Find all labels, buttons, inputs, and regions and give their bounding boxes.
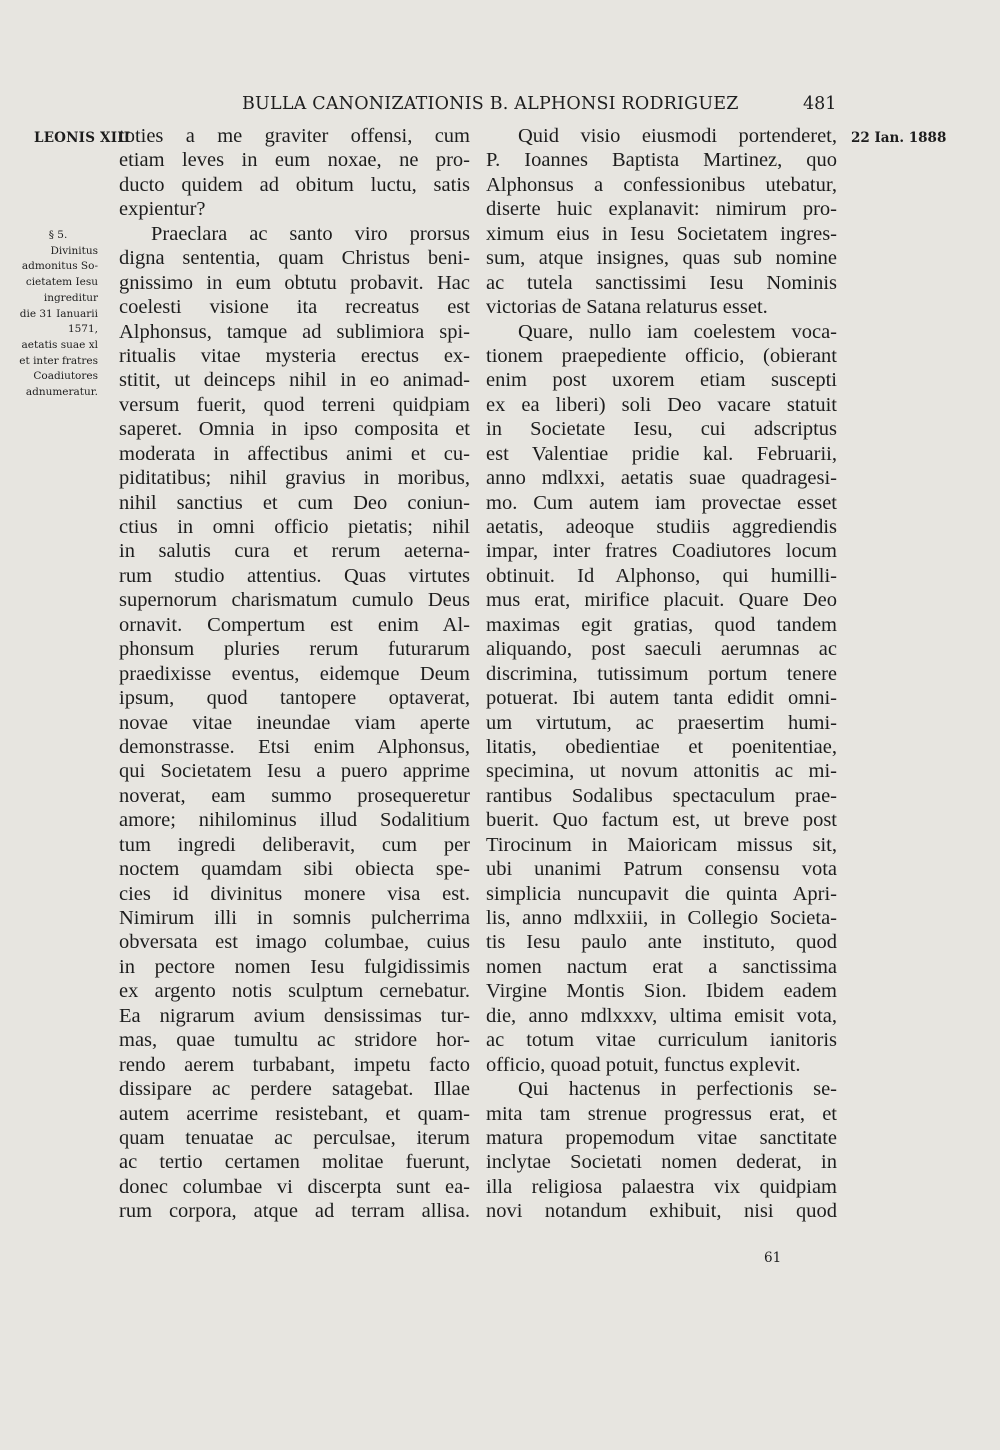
text-line: ac totum vitae curriculum ianitoris	[486, 1029, 837, 1052]
text-line: in salutis cura et rerum aeterna-	[119, 540, 470, 563]
text-line: Alphonsus a confessionibus utebatur,	[486, 173, 837, 196]
text-line: ex ea liberi) soli Deo vacare statuit	[486, 393, 837, 416]
text-line: ac tertio certamen molitae fuerunt,	[119, 1151, 470, 1174]
text-line: moderata in affectibus animi et cu-	[119, 442, 470, 465]
pontiff-heading: LEONIS XIII	[34, 130, 131, 146]
text-line: Qui hactenus in perfectionis se-	[518, 1078, 837, 1101]
text-line: victorias de Satana relaturus esset.	[486, 296, 768, 319]
text-line: rantibus Sodalibus spectaculum prae-	[486, 784, 837, 807]
printer-signature-mark: 61	[764, 1250, 782, 1266]
text-line: aliquando, post saeculi aerumnas ac	[486, 638, 837, 661]
text-line: digna sententia, quam Christus beni-	[119, 247, 470, 270]
text-line: coelesti visione ita recreatus est	[119, 296, 470, 319]
text-line: in pectore nomen Iesu fulgidissimis	[119, 955, 470, 978]
text-line: ritualis vitae mysteria erectus ex-	[119, 344, 470, 367]
text-line: potuerat. Ibi autem tanta edidit omni-	[486, 687, 837, 710]
text-line: praedixisse eventus, eidemque Deum	[119, 662, 470, 685]
text-line: die, anno mdlxxxv, ultima emisit vota,	[486, 1004, 837, 1027]
margin-note-line: § 5.	[48, 229, 68, 241]
text-line: qui Societatem Iesu a puero apprime	[119, 760, 470, 783]
text-line: demonstrasse. Etsi enim Alphonsus,	[119, 735, 470, 758]
text-line: cies id divinitus monere visa est.	[119, 882, 470, 905]
text-line: obtinuit. Id Alphonso, qui humilli-	[486, 564, 837, 587]
text-line: buerit. Quo factum est, ut breve post	[486, 809, 837, 832]
text-line: phonsum pluries rerum futurarum	[119, 638, 470, 661]
text-line: ubi unanimi Patrum consensu vota	[486, 858, 837, 881]
text-line: officio, quoad potuit, functus explevit.	[486, 1053, 801, 1076]
text-line: autem acerrime resistebant, et quam-	[119, 1102, 470, 1125]
text-line: obversata est imago columbae, cuius	[119, 931, 470, 954]
margin-note-line: adnumeratur.	[25, 386, 98, 399]
text-line: stitit, ut deinceps nihil in eo animad-	[119, 369, 470, 392]
text-line: novi notandum exhibuit, nisi quod	[486, 1200, 837, 1223]
text-line: saperet. Omnia in ipso composita et	[119, 418, 470, 441]
text-line: est Valentiae pridie kal. Februarii,	[486, 442, 837, 465]
text-line: noverat, eam summo prosequeretur	[119, 784, 470, 807]
text-line: litatis, obedientiae et poenitentiae,	[486, 735, 837, 758]
text-line: aetatis, adeoque studiis aggrediendis	[486, 516, 837, 538]
margin-note-line: et inter fratres	[19, 354, 98, 367]
margin-note-line: ingreditur	[43, 291, 98, 304]
margin-note-line: Coadiutores	[33, 370, 98, 383]
text-line: P. Ioannes Baptista Martinez, quo	[486, 149, 837, 172]
running-title: BULLA CANONIZATIONIS B. ALPHONSI RODRIGUEZ	[242, 94, 739, 114]
text-line: tis Iesu paulo ante instituto, quod	[486, 931, 837, 954]
text-line: simplicia nuncupavit die quinta Apri-	[486, 882, 837, 905]
text-line: Quid visio eiusmodi portenderet,	[518, 125, 837, 147]
text-line: rendo aerem turbabant, impetu facto	[119, 1053, 470, 1076]
text-line: illa religiosa palaestra vix quidpiam	[486, 1175, 837, 1198]
text-line: rum corpora, atque ad terram allisa.	[119, 1200, 470, 1223]
text-line: specimina, ut novum attonitis ac mi-	[486, 760, 837, 783]
margin-note-line: die 31 Ianuarii	[19, 307, 98, 320]
text-line: quam tenuatae ac perculsae, iterum	[119, 1126, 470, 1149]
text-line: ornavit. Compertum est enim Al-	[119, 613, 470, 636]
text-line: mus erat, mirifice placuit. Quare Deo	[486, 589, 837, 612]
text-line: rum studio attentius. Quas virtutes	[119, 564, 470, 587]
text-line: mo. Cum autem iam provectae esset	[486, 491, 837, 514]
text-line: nomen nactum erat a sanctissima	[486, 955, 837, 978]
right-text-column	[486, 124, 837, 1224]
text-line: ducto quidem ad obitum luctu, satis	[119, 173, 470, 196]
text-line: expientur?	[119, 198, 206, 221]
text-line: Tirocinum in Maioricam missus sit,	[486, 833, 837, 856]
text-line: Praeclara ac santo viro prorsus	[151, 222, 470, 245]
date-margin-note: 22 Ian. 1888	[851, 130, 947, 146]
text-line: donec columbae vi discerpta sunt ea-	[119, 1175, 470, 1198]
margin-note-line: aetatis suae xl	[21, 338, 98, 351]
text-line: toties a me graviter offensi, cum	[119, 125, 470, 147]
text-line: supernorum charismatum cumulo Deus	[119, 589, 470, 612]
text-line: enim post uxorem etiam suscepti	[486, 369, 837, 392]
text-line: Quare, nullo iam coelestem voca-	[518, 320, 837, 343]
text-line: dissipare ac perdere satagebat. Illae	[119, 1078, 470, 1101]
text-line: anno mdlxxi, aetatis suae quadragesi-	[486, 467, 837, 490]
text-line: piditatibus; nihil gravius in moribus,	[119, 467, 470, 490]
text-line: versum fuerit, quod terreni quidpiam	[119, 393, 470, 416]
text-line: ctius in omni officio pietatis; nihil	[119, 516, 470, 538]
text-line: Virgine Montis Sion. Ibidem eadem	[486, 980, 837, 1003]
margin-note-line: Divinitus	[50, 244, 98, 257]
text-line: tum ingredi deliberavit, cum per	[119, 833, 470, 856]
section-margin-note	[18, 228, 98, 401]
margin-note-line: 1571,	[67, 323, 98, 336]
text-line: tionem praepediente officio, (obierant	[486, 344, 837, 367]
text-line: inclytae Societati nomen dederat, in	[486, 1151, 837, 1174]
text-line: discrimina, tutissimum portum tenere	[486, 662, 837, 685]
text-line: Nimirum illi in somnis pulcherrima	[119, 907, 470, 929]
text-line: sum, atque insignes, quas sub nomine	[486, 247, 837, 270]
text-line: etiam leves in eum noxae, ne pro-	[119, 149, 470, 172]
text-line: in Societate Iesu, cui adscriptus	[486, 418, 837, 441]
text-line: mita tam strenue progressus erat, et	[486, 1102, 837, 1125]
text-line: nihil sanctius et cum Deo coniun-	[119, 491, 470, 514]
margin-note-line: cietatem Iesu	[25, 276, 98, 289]
text-line: ex argento notis sculptum cernebatur.	[119, 980, 470, 1003]
text-line: gnissimo in eum obtutu probavit. Hac	[119, 271, 470, 294]
text-line: Ea nigrarum avium densissimas tur-	[119, 1004, 470, 1027]
margin-note-line: admonitus So-	[21, 260, 98, 273]
text-line: novae vitae ineundae viam aperte	[119, 711, 470, 734]
text-line: amore; nihilominus illud Sodalitium	[119, 809, 470, 832]
text-line: diserte huic explanavit: nimirum pro-	[486, 198, 837, 221]
text-line: matura propemodum vitae sanctitate	[486, 1126, 837, 1149]
page-number: 481	[803, 94, 837, 114]
text-line: ximum eius in Iesu Societatem ingres-	[486, 222, 837, 245]
text-line: mas, quae tumultu ac stridore hor-	[119, 1029, 470, 1052]
text-line: Alphonsus, tamque ad sublimiora spi-	[119, 320, 470, 343]
text-line: ac tutela sanctissimi Iesu Nominis	[486, 271, 837, 294]
text-line: maximas egit gratias, quod tandem	[486, 613, 837, 636]
text-line: ipsum, quod tantopere optaverat,	[119, 687, 470, 710]
left-text-column	[119, 124, 470, 1224]
text-line: lis, anno mdlxxiii, in Collegio Societa-	[486, 907, 837, 929]
text-line: impar, inter fratres Coadiutores locum	[486, 540, 837, 563]
text-line: um virtutum, ac praesertim humi-	[486, 711, 837, 734]
text-line: noctem quamdam sibi obiecta spe-	[119, 858, 470, 881]
